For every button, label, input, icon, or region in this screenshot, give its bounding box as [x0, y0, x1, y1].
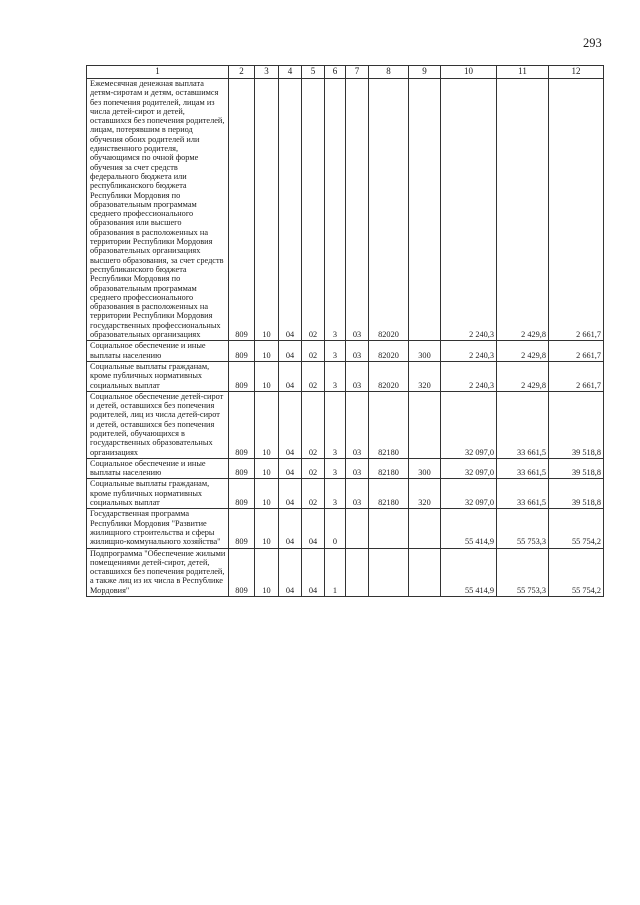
- cell-c9: [409, 79, 441, 341]
- cell-c4: 04: [279, 509, 302, 548]
- cell-c5: 02: [302, 458, 325, 479]
- row-description: Подпрограмма "Обеспечение жилыми помещениями детей-сирот, детей, оставшихся без попечения родителей, а также лиц из их числа в Республике Мордовия": [87, 548, 229, 596]
- cell-c11: 33 661,5: [497, 479, 549, 509]
- cell-c8: 82180: [369, 458, 409, 479]
- column-header: 11: [497, 66, 549, 79]
- table-row: [87, 479, 604, 509]
- cell-c3: 10: [255, 391, 279, 458]
- table-row: [87, 458, 604, 479]
- column-header: 3: [255, 66, 279, 79]
- cell-c2: 809: [229, 361, 255, 391]
- cell-c12: 55 754,2: [549, 509, 604, 548]
- cell-c3: 10: [255, 548, 279, 596]
- cell-c8: 82020: [369, 361, 409, 391]
- cell-c9: [409, 391, 441, 458]
- cell-c7: [346, 509, 369, 548]
- cell-c6: 3: [325, 79, 346, 341]
- row-description: Социальное обеспечение и иные выплаты населению: [87, 341, 229, 362]
- cell-c8: 82180: [369, 479, 409, 509]
- budget-table: [86, 65, 604, 597]
- cell-c4: 04: [279, 79, 302, 341]
- cell-c7: 03: [346, 391, 369, 458]
- cell-c7: [346, 548, 369, 596]
- cell-c5: 02: [302, 79, 325, 341]
- cell-c2: 809: [229, 458, 255, 479]
- table-row: [87, 361, 604, 391]
- cell-c10: 2 240,3: [441, 341, 497, 362]
- cell-c7: 03: [346, 341, 369, 362]
- cell-c6: 3: [325, 361, 346, 391]
- cell-c6: 1: [325, 548, 346, 596]
- cell-c5: 02: [302, 391, 325, 458]
- cell-c12: 2 661,7: [549, 341, 604, 362]
- cell-c11: 55 753,3: [497, 509, 549, 548]
- cell-c2: 809: [229, 548, 255, 596]
- cell-c12: 2 661,7: [549, 79, 604, 341]
- table-row: [87, 391, 604, 458]
- column-header: 4: [279, 66, 302, 79]
- row-description: Социальные выплаты гражданам, кроме публичных нормативных социальных выплат: [87, 361, 229, 391]
- column-header: 8: [369, 66, 409, 79]
- row-description: Социальные выплаты гражданам, кроме публичных нормативных социальных выплат: [87, 479, 229, 509]
- cell-c9: 300: [409, 458, 441, 479]
- cell-c10: 32 097,0: [441, 391, 497, 458]
- cell-c10: 32 097,0: [441, 479, 497, 509]
- cell-c9: 300: [409, 341, 441, 362]
- cell-c3: 10: [255, 509, 279, 548]
- cell-c6: 0: [325, 509, 346, 548]
- cell-c8: [369, 548, 409, 596]
- cell-c6: 3: [325, 391, 346, 458]
- cell-c10: 55 414,9: [441, 548, 497, 596]
- cell-c10: 32 097,0: [441, 458, 497, 479]
- cell-c9: 320: [409, 361, 441, 391]
- cell-c11: 2 429,8: [497, 341, 549, 362]
- cell-c11: 33 661,5: [497, 458, 549, 479]
- table-row: [87, 79, 604, 341]
- cell-c5: 02: [302, 479, 325, 509]
- column-header: 6: [325, 66, 346, 79]
- cell-c4: 04: [279, 361, 302, 391]
- cell-c7: 03: [346, 458, 369, 479]
- cell-c2: 809: [229, 341, 255, 362]
- cell-c12: 39 518,8: [549, 458, 604, 479]
- cell-c11: 2 429,8: [497, 361, 549, 391]
- cell-c2: 809: [229, 479, 255, 509]
- cell-c8: 82020: [369, 341, 409, 362]
- column-header: 9: [409, 66, 441, 79]
- table-row: [87, 341, 604, 362]
- cell-c2: 809: [229, 391, 255, 458]
- cell-c6: 3: [325, 479, 346, 509]
- row-description: Ежемесячная денежная выплата детям-сиротам и детям, оставшимся без попечения родителей, лицам из числа детей-сирот и детей, оставшихся без попечения родителей, лицам, потерявшим в период обучения обоих родителей или единственного родителя, обучающимся по очной форме обучения за счет средств федерального бюджета или республиканского бюджета Республики Мордовия по образовательным программам среднего профессионального образования или высшего образования в расположенных на территории Республики Мордовия образовательных организациях высшего образования, за счет средств республиканского бюджета Республики Мордовия по образовательным программам среднего профессионального образования в расположенных на территории Республики Мордовия государственных профессиональных образовательных организациях: [87, 79, 229, 341]
- cell-c2: 809: [229, 79, 255, 341]
- cell-c7: 03: [346, 79, 369, 341]
- column-header: 10: [441, 66, 497, 79]
- row-description: Социальное обеспечение детей-сирот и детей, оставшихся без попечения родителей, лиц из числа детей-сирот и детей, оставшихся без попечения родителей, обучающихся в государственных образовательных организациях: [87, 391, 229, 458]
- cell-c9: 320: [409, 479, 441, 509]
- cell-c11: 55 753,3: [497, 548, 549, 596]
- cell-c10: 2 240,3: [441, 361, 497, 391]
- cell-c6: 3: [325, 341, 346, 362]
- cell-c3: 10: [255, 479, 279, 509]
- cell-c3: 10: [255, 458, 279, 479]
- page-number: 293: [583, 36, 602, 50]
- cell-c9: [409, 548, 441, 596]
- column-header: 7: [346, 66, 369, 79]
- cell-c4: 04: [279, 548, 302, 596]
- cell-c8: 82020: [369, 79, 409, 341]
- cell-c2: 809: [229, 509, 255, 548]
- cell-c12: 2 661,7: [549, 361, 604, 391]
- cell-c12: 39 518,8: [549, 479, 604, 509]
- table-header-row: [87, 66, 604, 79]
- cell-c3: 10: [255, 361, 279, 391]
- cell-c8: [369, 509, 409, 548]
- cell-c12: 39 518,8: [549, 391, 604, 458]
- table-row: [87, 548, 604, 596]
- cell-c4: 04: [279, 341, 302, 362]
- cell-c9: [409, 509, 441, 548]
- cell-c3: 10: [255, 79, 279, 341]
- cell-c4: 04: [279, 391, 302, 458]
- column-header: 1: [87, 66, 229, 79]
- cell-c4: 04: [279, 458, 302, 479]
- cell-c8: 82180: [369, 391, 409, 458]
- cell-c4: 04: [279, 479, 302, 509]
- cell-c3: 10: [255, 341, 279, 362]
- cell-c11: 2 429,8: [497, 79, 549, 341]
- cell-c7: 03: [346, 479, 369, 509]
- column-header: 2: [229, 66, 255, 79]
- cell-c7: 03: [346, 361, 369, 391]
- row-description: Социальное обеспечение и иные выплаты населению: [87, 458, 229, 479]
- cell-c5: 04: [302, 509, 325, 548]
- table-row: [87, 509, 604, 548]
- cell-c10: 55 414,9: [441, 509, 497, 548]
- cell-c11: 33 661,5: [497, 391, 549, 458]
- cell-c6: 3: [325, 458, 346, 479]
- column-header: 12: [549, 66, 604, 79]
- column-header: 5: [302, 66, 325, 79]
- cell-c5: 02: [302, 341, 325, 362]
- cell-c5: 02: [302, 361, 325, 391]
- row-description: Государственная программа Республики Мордовия "Развитие жилищного строительства и сферы жилищно-коммунального хозяйства": [87, 509, 229, 548]
- cell-c10: 2 240,3: [441, 79, 497, 341]
- cell-c5: 04: [302, 548, 325, 596]
- cell-c12: 55 754,2: [549, 548, 604, 596]
